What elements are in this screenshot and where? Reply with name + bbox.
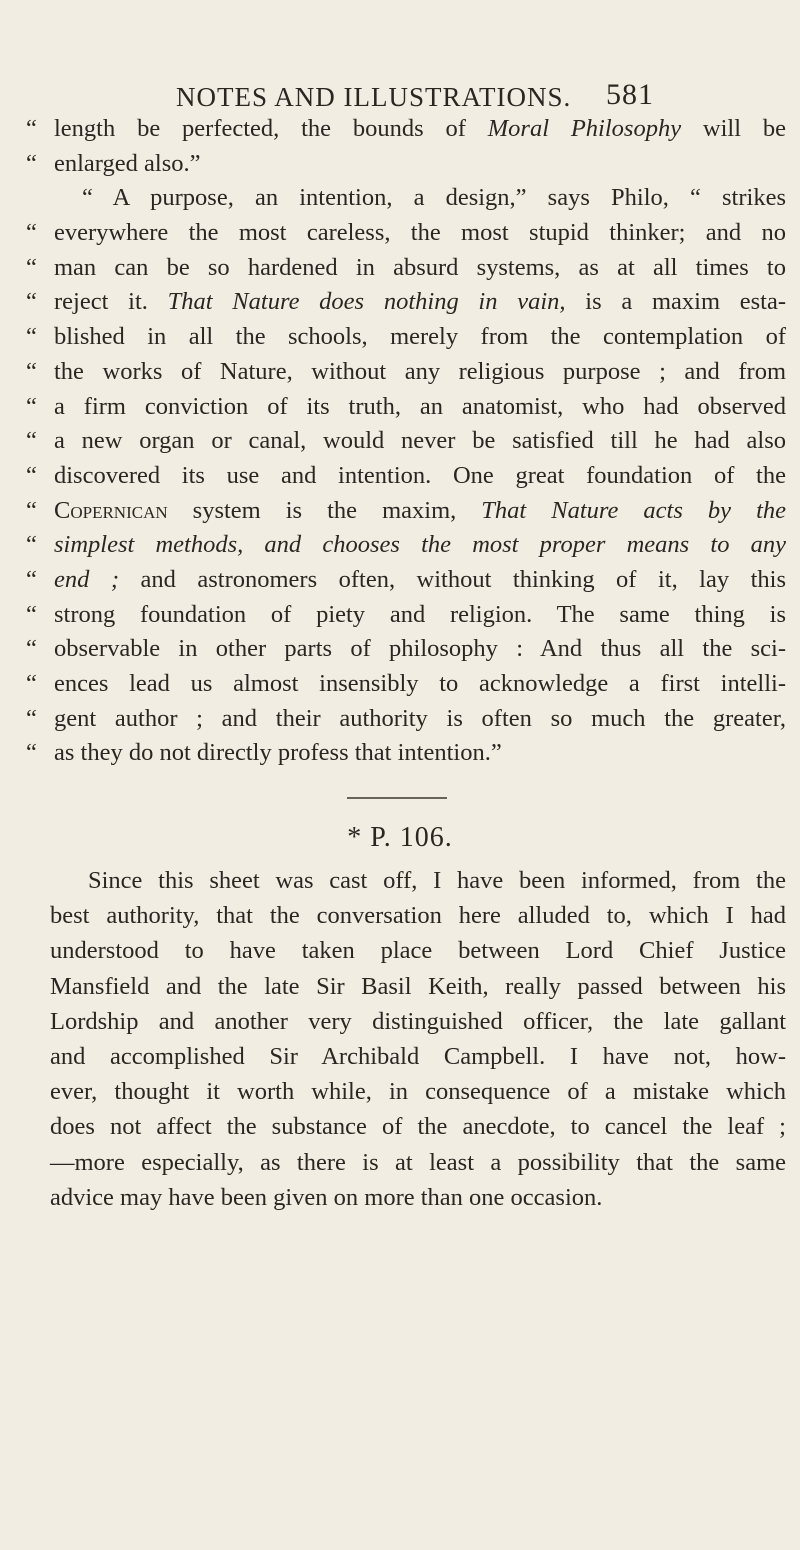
footnote-text xyxy=(50,863,786,1215)
running-title: NOTES AND ILLUSTRATIONS. xyxy=(176,82,572,112)
quote-line: “ man can be so hardened in absurd systems, as at all times to xyxy=(26,251,786,286)
small-caps-text: Copernican xyxy=(54,496,168,524)
quote-line: “ observable in other parts of philosophy : And thus all the sci- xyxy=(26,632,786,667)
note-line: ever, thought it worth while, in consequence of a mistake which xyxy=(50,1078,786,1106)
quote-mark: “ xyxy=(26,496,37,524)
quote-mark: “ xyxy=(26,219,37,247)
quote-mark: “ xyxy=(26,635,37,663)
quote-mark: “ xyxy=(26,461,37,489)
quotation-block xyxy=(26,112,786,771)
note-line: Since this sheet was cast off, I have been informed, from the xyxy=(88,867,786,894)
quote-mark: “ xyxy=(26,565,37,593)
italic-text: simplest methods, and chooses the most proper means to any xyxy=(54,531,786,559)
quote-mark: “ xyxy=(26,288,37,316)
running-head xyxy=(176,78,736,113)
quote-line: “ blished in all the schools, merely from the contemplation of xyxy=(26,320,786,355)
quote-mark: “ xyxy=(26,392,37,420)
note-line: understood to have taken place between Lord Chief Justice xyxy=(50,937,786,965)
note-line: advice may have been given on more than one occasion. xyxy=(50,1183,603,1211)
quote-line: “ enlarged also.” xyxy=(26,147,786,182)
quote-mark: “ xyxy=(26,149,37,177)
italic-text: Moral Philosophy xyxy=(487,115,682,142)
quote-mark: “ xyxy=(26,115,37,142)
quote-mark: “ xyxy=(26,323,37,351)
quote-mark: “ xyxy=(26,704,37,732)
quote-line: “ length be perfected, the bounds of Moral Philosophy will be xyxy=(26,112,786,147)
quote-line: “ A purpose, an intention, a design,” says Philo, “ strikes xyxy=(82,184,786,212)
quote-line: “ as they do not directly profess that intention.” xyxy=(26,736,786,771)
note-line: —more especially, as there is at least a possibility that the same xyxy=(50,1148,786,1176)
quote-line: “ everywhere the most careless, the most stupid thinker; and no xyxy=(26,216,786,251)
quote-mark: “ xyxy=(26,739,37,767)
italic-text: end ; xyxy=(54,565,120,593)
quote-line: “ ences lead us almost insensibly to acknowledge a first intelli- xyxy=(26,667,786,702)
quote-line: “ reject it. That Nature does nothing in vain, is a maxim esta- xyxy=(26,285,786,320)
quote-mark: “ xyxy=(26,427,37,455)
quote-mark: “ xyxy=(26,600,37,628)
quote-line: “ discovered its use and intention. One great foundation of the xyxy=(26,459,786,494)
quote-line: “ the works of Nature, without any religious purpose ; and from xyxy=(26,355,786,390)
quote-line xyxy=(26,528,786,563)
quote-mark: “ xyxy=(26,670,37,697)
note-line: does not affect the substance of the anecdote, to cancel the leaf ; xyxy=(50,1113,786,1141)
quote-line: “ strong foundation of piety and religion. The same thing is xyxy=(26,598,786,633)
page-number: 581 xyxy=(606,78,654,111)
quote-line: “ gent author ; and their authority is often so much the greater, xyxy=(26,702,786,737)
quote-line: “ Copernican system is the maxim, That Nature acts by the xyxy=(26,494,786,529)
quote-mark: “ xyxy=(26,531,37,559)
note-line: best authority, that the conversation here alluded to, which I had xyxy=(50,902,786,930)
note-line: and accomplished Sir Archibald Campbell. I have not, how- xyxy=(50,1042,786,1070)
section-divider xyxy=(347,797,447,799)
quote-line: “ a new organ or canal, would never be satisfied till he had also xyxy=(26,424,786,459)
quote-line: “ a firm conviction of its truth, an anatomist, who had observed xyxy=(26,390,786,425)
footnote-label: * P. 106. xyxy=(347,822,453,853)
quote-mark: “ xyxy=(26,253,37,281)
note-line: Lordship and another very distinguished officer, the late gallant xyxy=(50,1007,786,1035)
note-line: Mansfield and the late Sir Basil Keith, really passed between his xyxy=(50,972,786,1000)
quote-line: “ end ; and astronomers often, without thinking of it, lay this xyxy=(26,563,786,598)
italic-text: That Nature acts by the xyxy=(481,496,786,524)
italic-text: That Nature does nothing in vain, xyxy=(167,288,566,316)
quote-mark: “ xyxy=(26,357,37,385)
